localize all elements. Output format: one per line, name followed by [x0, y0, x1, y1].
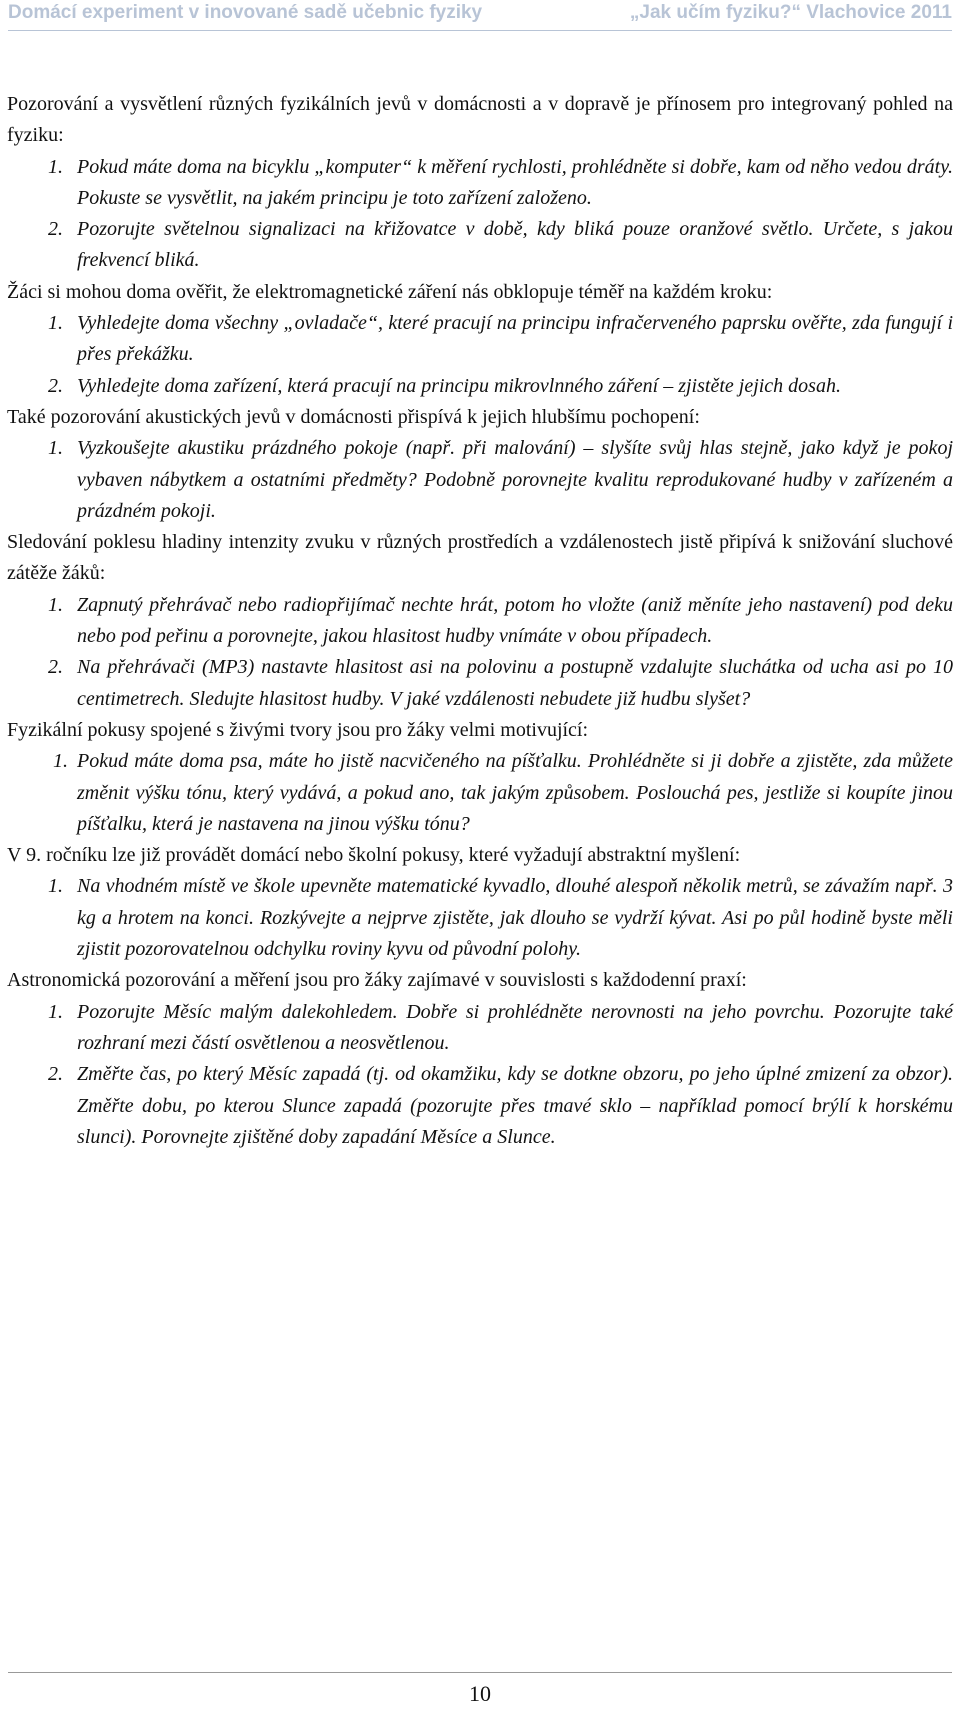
item-text: Pozorujte Měsíc malým dalekohledem. Dobře si prohlédněte nerovnosti na jeho povrchu. Pozorujte také rozhraní mezi částí osvětlenou a neosvětlenou.: [77, 1000, 953, 1054]
section-2-list: [7, 308, 953, 402]
section-1-list: [7, 152, 953, 277]
list-item: [7, 746, 953, 840]
list-item: [7, 590, 953, 653]
section-3-intro: Také pozorování akustických jevů v domácnosti přispívá k jejich hlubšímu pochopení:: [7, 405, 700, 428]
item-number: 2.: [48, 656, 63, 679]
section-7-intro: Astronomická pozorování a měření jsou pro žáky zajímavé v souvislosti s každodenní praxí:: [7, 969, 747, 992]
section-3-list: [7, 433, 953, 527]
item-number: 1.: [53, 750, 68, 773]
item-text: Vyzkoušejte akustiku prázdného pokoje (např. při malování) – slyšíte svůj hlas stejně, jako když je pokoj vybaven nábytkem a ostatními předměty? Podobně porovnejte kvalitu reprodukované hudby v zařízeném a prázdném pokoji.: [77, 437, 953, 522]
item-text: Vyhledejte doma všechny „ovladače“, které pracují na principu infračerveného paprsku ověřte, zda fungují i přes překážku.: [77, 312, 953, 366]
item-number: 1.: [48, 593, 63, 616]
section-6-list: [7, 871, 953, 965]
footer-rule: [8, 1672, 952, 1673]
item-number: 2.: [48, 218, 63, 241]
item-text: Pozorujte světelnou signalizaci na křižovatce v době, kdy bliká pouze oranžové světlo. Určete, s jakou frekvencí bliká.: [77, 218, 953, 272]
list-item: [7, 152, 953, 215]
list-item: [7, 997, 953, 1060]
page-number: 10: [469, 1681, 491, 1706]
list-item: [7, 214, 953, 277]
item-number: 1.: [48, 875, 63, 898]
item-number: 1.: [48, 312, 63, 335]
list-item: [7, 433, 953, 527]
page-body: [7, 89, 953, 1153]
item-number: 1.: [48, 155, 63, 178]
item-text: Vyhledejte doma zařízení, která pracují na principu mikrovlnného záření – zjistěte jejich dosah.: [77, 374, 841, 397]
section-4-list: [7, 590, 953, 715]
section-4-intro: Sledování poklesu hladiny intenzity zvuku v různých prostředích a vzdálenostech jistě připívá k snižování sluchové zátěže žáků:: [7, 531, 953, 585]
item-number: 1.: [48, 1000, 63, 1023]
item-text: Na vhodném místě ve škole upevněte matematické kyvadlo, dlouhé alespoň několik metrů, se závažím např. 3 kg a hrotem na konci. Rozkývejte a nejprve zjistěte, jak dlouho se vydrží kývat. Asi po půl hodině byste měli zjistit pozorovatelnou odchylku roviny kyvu od původní polohy.: [77, 875, 953, 961]
item-text: Zapnutý přehrávač nebo radiopřijímač nechte hrát, potom ho vložte (aniž měníte jeho nastavení) pod deku nebo pod peřinu a porovnejte, jakou hlasitost hudby vnímáte v obou případech.: [77, 593, 953, 648]
item-text: Změřte čas, po který Měsíc zapadá (tj. od okamžiku, kdy se dotkne obzoru, po jeho úplné zmizení za obzor). Změřte dobu, po kterou Slunce zapadá (pozorujte přes tmavé sklo – například pomocí brýlí k horskému slunci). Porovnejte zjištěné doby zapadání Měsíce a Slunce.: [77, 1063, 953, 1148]
item-number: 2.: [48, 374, 63, 397]
list-item: [7, 652, 953, 715]
list-item: [7, 1059, 953, 1153]
list-item: [7, 871, 953, 965]
section-5-list: [7, 746, 953, 840]
header-rule: [8, 30, 952, 31]
item-text: Na přehrávači (MP3) nastavte hlasitost asi na polovinu a postupně vzdalujte sluchátka od ucha asi po 10 centimetrech. Sledujte hlasitost hudby. V jaké vzdálenosti nebudete již hudbu slyšet?: [77, 656, 953, 710]
header-conference: „Jak učím fyziku?“ Vlachovice 2011: [629, 2, 952, 23]
item-number: 1.: [48, 437, 63, 460]
section-6-intro: V 9. ročníku lze již provádět domácí nebo školní pokusy, které vyžadují abstraktní myšlení:: [7, 844, 741, 867]
section-7-list: [7, 997, 953, 1153]
list-item: [7, 371, 953, 402]
header-title: Domácí experiment v inovované sadě učebnic fyziky: [8, 2, 483, 23]
item-text: Pokud máte doma psa, máte ho jistě nacvičeného na píšťalku. Prohlédněte si ji dobře a zjistěte, zda můžete změnit výšku tónu, který vydává, a pokud ano, tak jakým způsobem. Poslouchá pes, jestliže si koupíte jinou píšťalku, která je nastavena na jinou výšku tónu?: [77, 750, 953, 835]
section-5-intro: Fyzikální pokusy spojené s živými tvory jsou pro žáky velmi motivující:: [7, 718, 589, 741]
item-number: 2.: [48, 1063, 63, 1086]
running-header: [0, 0, 960, 30]
section-2-intro: Žáci si mohou doma ověřit, že elektromagnetické záření nás obklopuje téměř na každém kroku:: [7, 280, 773, 303]
section-1-intro: Pozorování a vysvětlení různých fyzikálních jevů v domácnosti a v dopravě je přínosem pro integrovaný pohled na fyziku:: [7, 93, 953, 147]
item-text: Pokud máte doma na bicyklu „komputer“ k měření rychlosti, prohlédněte si dobře, kam od něho vedou dráty. Pokuste se vysvětlit, na jakém principu je toto zařízení založeno.: [77, 155, 953, 209]
list-item: [7, 308, 953, 371]
